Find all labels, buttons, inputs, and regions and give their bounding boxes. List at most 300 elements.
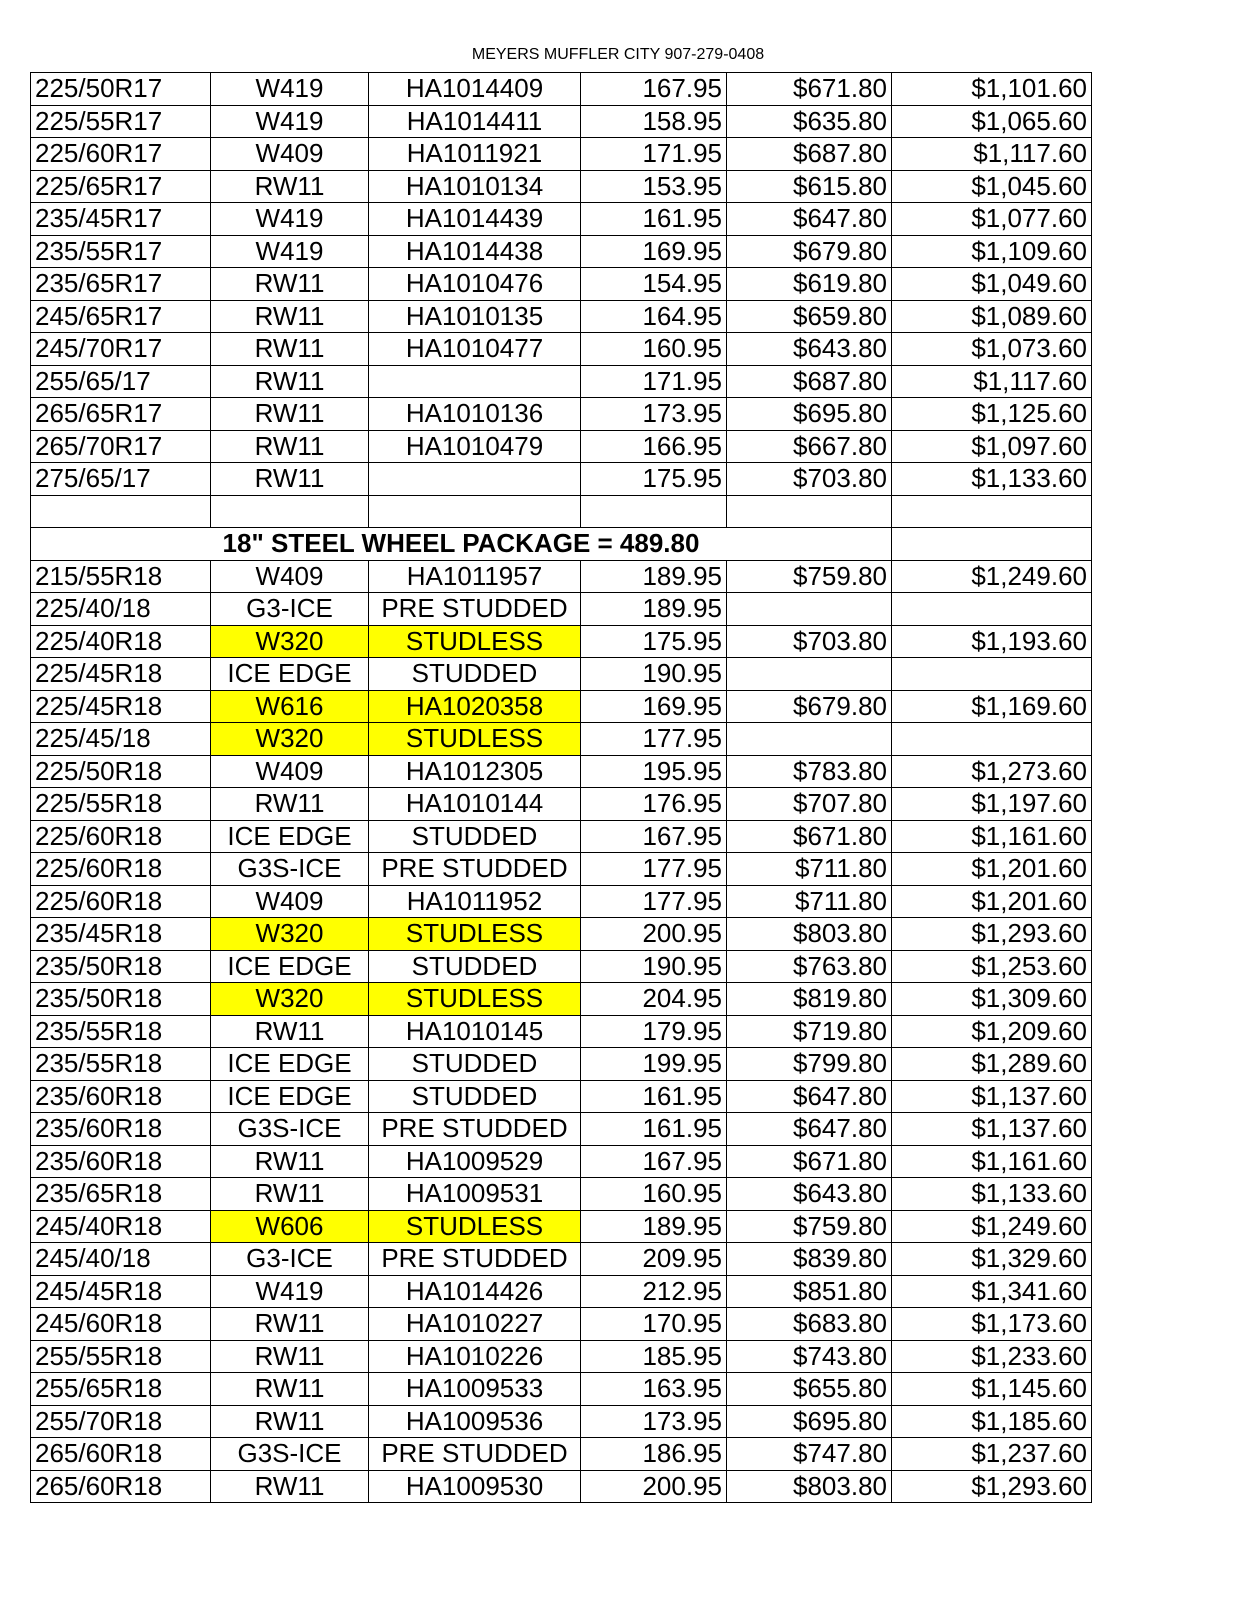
cell-model: G3S-ICE	[211, 1438, 369, 1471]
blank-row	[31, 495, 1092, 528]
cell-model: W320	[211, 983, 369, 1016]
cell-four: $671.80	[727, 820, 892, 853]
table-row	[31, 1048, 1092, 1081]
cell-four: $647.80	[727, 203, 892, 236]
table-row	[31, 430, 1092, 463]
cell-model: RW11	[211, 1308, 369, 1341]
cell-pkg: $1,293.60	[892, 1470, 1092, 1503]
cell-four: $851.80	[727, 1275, 892, 1308]
cell-size: 225/55R18	[31, 788, 211, 821]
cell-part: HA1011952	[369, 885, 581, 918]
cell-size: 255/65R18	[31, 1373, 211, 1406]
cell-size: 225/60R18	[31, 853, 211, 886]
cell-size: 255/65/17	[31, 365, 211, 398]
cell-size: 225/45R18	[31, 690, 211, 723]
cell-part: HA1010145	[369, 1015, 581, 1048]
cell-model: W409	[211, 885, 369, 918]
table-row	[31, 365, 1092, 398]
cell-part: HA1012305	[369, 755, 581, 788]
table-row	[31, 560, 1092, 593]
cell-four	[727, 658, 892, 691]
cell-part: PRE STUDDED	[369, 1113, 581, 1146]
table-row	[31, 788, 1092, 821]
cell-price: 167.95	[581, 1145, 727, 1178]
cell-four: $747.80	[727, 1438, 892, 1471]
cell-part: STUDLESS	[369, 723, 581, 756]
cell-four	[727, 723, 892, 756]
cell-model: RW11	[211, 430, 369, 463]
cell-four: $783.80	[727, 755, 892, 788]
cell-price: 161.95	[581, 1113, 727, 1146]
table-row	[31, 398, 1092, 431]
cell-model: W320	[211, 723, 369, 756]
cell-size: 235/45R18	[31, 918, 211, 951]
cell-price: 163.95	[581, 1373, 727, 1406]
cell-four: $647.80	[727, 1080, 892, 1113]
cell-four: $759.80	[727, 560, 892, 593]
blank-cell	[581, 495, 727, 528]
cell-price: 175.95	[581, 625, 727, 658]
cell-four: $687.80	[727, 365, 892, 398]
cell-price: 171.95	[581, 365, 727, 398]
cell-part: HA1014426	[369, 1275, 581, 1308]
cell-four: $839.80	[727, 1243, 892, 1276]
cell-pkg: $1,137.60	[892, 1113, 1092, 1146]
cell-part: STUDLESS	[369, 983, 581, 1016]
cell-size: 245/70R17	[31, 333, 211, 366]
cell-price: 169.95	[581, 690, 727, 723]
cell-price: 167.95	[581, 820, 727, 853]
table-row	[31, 1340, 1092, 1373]
cell-pkg: $1,293.60	[892, 918, 1092, 951]
cell-model: RW11	[211, 788, 369, 821]
cell-part: HA1010477	[369, 333, 581, 366]
blank-cell	[31, 495, 211, 528]
cell-part: PRE STUDDED	[369, 1243, 581, 1276]
cell-price: 189.95	[581, 1210, 727, 1243]
cell-model: ICE EDGE	[211, 820, 369, 853]
cell-part: HA1014438	[369, 235, 581, 268]
cell-pkg: $1,137.60	[892, 1080, 1092, 1113]
cell-four: $695.80	[727, 1405, 892, 1438]
table-row	[31, 1080, 1092, 1113]
cell-pkg: $1,249.60	[892, 560, 1092, 593]
cell-four: $635.80	[727, 105, 892, 138]
table-row	[31, 1308, 1092, 1341]
cell-pkg: $1,201.60	[892, 885, 1092, 918]
cell-model: W409	[211, 560, 369, 593]
cell-model: RW11	[211, 170, 369, 203]
cell-pkg	[892, 593, 1092, 626]
cell-four: $703.80	[727, 463, 892, 496]
cell-model: W419	[211, 1275, 369, 1308]
blank-cell	[211, 495, 369, 528]
cell-size: 265/70R17	[31, 430, 211, 463]
cell-model: W409	[211, 755, 369, 788]
cell-size: 235/55R17	[31, 235, 211, 268]
cell-four: $659.80	[727, 300, 892, 333]
cell-price: 190.95	[581, 950, 727, 983]
cell-pkg: $1,249.60	[892, 1210, 1092, 1243]
cell-pkg: $1,341.60	[892, 1275, 1092, 1308]
cell-model: G3-ICE	[211, 593, 369, 626]
cell-size: 265/65R17	[31, 398, 211, 431]
cell-pkg: $1,233.60	[892, 1340, 1092, 1373]
cell-four: $703.80	[727, 625, 892, 658]
cell-pkg: $1,133.60	[892, 1178, 1092, 1211]
cell-size: 235/60R18	[31, 1080, 211, 1113]
cell-part: HA1010479	[369, 430, 581, 463]
blank-cell	[727, 495, 892, 528]
cell-price: 189.95	[581, 560, 727, 593]
cell-four: $679.80	[727, 690, 892, 723]
cell-model: W419	[211, 203, 369, 236]
cell-model: W419	[211, 73, 369, 106]
cell-part: STUDDED	[369, 950, 581, 983]
cell-part: STUDLESS	[369, 625, 581, 658]
cell-price: 173.95	[581, 398, 727, 431]
cell-pkg: $1,253.60	[892, 950, 1092, 983]
cell-size: 235/50R18	[31, 983, 211, 1016]
blank-cell	[892, 528, 1092, 561]
cell-model: RW11	[211, 300, 369, 333]
cell-size: 225/40R18	[31, 625, 211, 658]
cell-size: 235/55R18	[31, 1048, 211, 1081]
cell-four: $799.80	[727, 1048, 892, 1081]
cell-size: 215/55R18	[31, 560, 211, 593]
table-row	[31, 885, 1092, 918]
cell-price: 160.95	[581, 333, 727, 366]
cell-pkg: $1,109.60	[892, 235, 1092, 268]
cell-size: 225/60R17	[31, 138, 211, 171]
cell-pkg	[892, 658, 1092, 691]
cell-price: 171.95	[581, 138, 727, 171]
cell-model: RW11	[211, 365, 369, 398]
cell-price: 176.95	[581, 788, 727, 821]
cell-part: STUDDED	[369, 1080, 581, 1113]
table-row	[31, 170, 1092, 203]
cell-price: 200.95	[581, 918, 727, 951]
cell-model: RW11	[211, 1405, 369, 1438]
cell-size: 225/45/18	[31, 723, 211, 756]
cell-model: ICE EDGE	[211, 1080, 369, 1113]
cell-four: $671.80	[727, 73, 892, 106]
table-row	[31, 1178, 1092, 1211]
cell-pkg: $1,273.60	[892, 755, 1092, 788]
table-row	[31, 1405, 1092, 1438]
table-row	[31, 950, 1092, 983]
table-row	[31, 1210, 1092, 1243]
cell-four: $643.80	[727, 333, 892, 366]
cell-price: 164.95	[581, 300, 727, 333]
cell-model: ICE EDGE	[211, 1048, 369, 1081]
cell-pkg: $1,169.60	[892, 690, 1092, 723]
table-row	[31, 1113, 1092, 1146]
cell-price: 170.95	[581, 1308, 727, 1341]
table-row	[31, 138, 1092, 171]
cell-price: 199.95	[581, 1048, 727, 1081]
cell-part	[369, 463, 581, 496]
cell-pkg: $1,045.60	[892, 170, 1092, 203]
cell-size: 225/60R18	[31, 885, 211, 918]
cell-part: HA1014411	[369, 105, 581, 138]
cell-part: STUDDED	[369, 658, 581, 691]
cell-price: 186.95	[581, 1438, 727, 1471]
table-row	[31, 463, 1092, 496]
section-row	[31, 528, 1092, 561]
cell-pkg: $1,049.60	[892, 268, 1092, 301]
cell-size: 255/55R18	[31, 1340, 211, 1373]
cell-four: $763.80	[727, 950, 892, 983]
cell-pkg: $1,237.60	[892, 1438, 1092, 1471]
table-row	[31, 593, 1092, 626]
cell-size: 225/55R17	[31, 105, 211, 138]
cell-price: 195.95	[581, 755, 727, 788]
cell-price: 177.95	[581, 723, 727, 756]
cell-pkg: $1,073.60	[892, 333, 1092, 366]
cell-price: 158.95	[581, 105, 727, 138]
cell-pkg: $1,117.60	[892, 138, 1092, 171]
blank-cell	[892, 495, 1092, 528]
cell-price: 169.95	[581, 235, 727, 268]
table-row	[31, 268, 1092, 301]
cell-model: W320	[211, 918, 369, 951]
cell-part: HA1009530	[369, 1470, 581, 1503]
cell-part: HA1010136	[369, 398, 581, 431]
cell-model: G3S-ICE	[211, 853, 369, 886]
cell-part: HA1014439	[369, 203, 581, 236]
cell-four: $711.80	[727, 885, 892, 918]
cell-pkg: $1,161.60	[892, 1145, 1092, 1178]
cell-pkg: $1,185.60	[892, 1405, 1092, 1438]
cell-price: 154.95	[581, 268, 727, 301]
cell-four: $647.80	[727, 1113, 892, 1146]
cell-model: RW11	[211, 398, 369, 431]
cell-pkg: $1,173.60	[892, 1308, 1092, 1341]
cell-four: $615.80	[727, 170, 892, 203]
cell-model: ICE EDGE	[211, 658, 369, 691]
cell-part: HA1009533	[369, 1373, 581, 1406]
cell-size: 225/60R18	[31, 820, 211, 853]
cell-price: 209.95	[581, 1243, 727, 1276]
cell-price: 177.95	[581, 885, 727, 918]
cell-size: 225/40/18	[31, 593, 211, 626]
cell-pkg: $1,117.60	[892, 365, 1092, 398]
cell-part: HA1010134	[369, 170, 581, 203]
cell-size: 245/65R17	[31, 300, 211, 333]
cell-four: $743.80	[727, 1340, 892, 1373]
cell-price: 177.95	[581, 853, 727, 886]
cell-part: HA1009531	[369, 1178, 581, 1211]
cell-pkg: $1,145.60	[892, 1373, 1092, 1406]
cell-model: W606	[211, 1210, 369, 1243]
cell-size: 235/45R17	[31, 203, 211, 236]
cell-model: W320	[211, 625, 369, 658]
cell-four: $695.80	[727, 398, 892, 431]
cell-size: 235/50R18	[31, 950, 211, 983]
cell-price: 185.95	[581, 1340, 727, 1373]
blank-cell	[369, 495, 581, 528]
cell-four: $643.80	[727, 1178, 892, 1211]
cell-part	[369, 365, 581, 398]
table-row	[31, 235, 1092, 268]
table-row	[31, 983, 1092, 1016]
cell-size: 265/60R18	[31, 1470, 211, 1503]
cell-model: RW11	[211, 463, 369, 496]
cell-model: ICE EDGE	[211, 950, 369, 983]
cell-model: W616	[211, 690, 369, 723]
cell-part: HA1014409	[369, 73, 581, 106]
table-row	[31, 1470, 1092, 1503]
cell-pkg: $1,193.60	[892, 625, 1092, 658]
cell-part: PRE STUDDED	[369, 1438, 581, 1471]
cell-pkg: $1,309.60	[892, 983, 1092, 1016]
cell-size: 225/50R17	[31, 73, 211, 106]
table-row	[31, 1373, 1092, 1406]
table-row	[31, 658, 1092, 691]
cell-part: HA1011921	[369, 138, 581, 171]
cell-pkg: $1,125.60	[892, 398, 1092, 431]
cell-part: HA1020358	[369, 690, 581, 723]
cell-model: RW11	[211, 333, 369, 366]
table-row	[31, 1243, 1092, 1276]
cell-pkg: $1,065.60	[892, 105, 1092, 138]
table-row	[31, 1275, 1092, 1308]
cell-model: RW11	[211, 268, 369, 301]
cell-pkg: $1,077.60	[892, 203, 1092, 236]
cell-price: 161.95	[581, 1080, 727, 1113]
cell-four: $803.80	[727, 918, 892, 951]
cell-model: RW11	[211, 1178, 369, 1211]
cell-four	[727, 593, 892, 626]
cell-price: 175.95	[581, 463, 727, 496]
cell-pkg: $1,133.60	[892, 463, 1092, 496]
cell-part: STUDLESS	[369, 1210, 581, 1243]
cell-pkg: $1,197.60	[892, 788, 1092, 821]
cell-size: 245/40/18	[31, 1243, 211, 1276]
cell-model: W419	[211, 105, 369, 138]
cell-size: 235/65R18	[31, 1178, 211, 1211]
cell-part: STUDLESS	[369, 918, 581, 951]
cell-four: $671.80	[727, 1145, 892, 1178]
cell-pkg: $1,161.60	[892, 820, 1092, 853]
cell-pkg: $1,201.60	[892, 853, 1092, 886]
cell-part: STUDDED	[369, 820, 581, 853]
cell-size: 265/60R18	[31, 1438, 211, 1471]
cell-price: 189.95	[581, 593, 727, 626]
table-row	[31, 625, 1092, 658]
cell-model: G3-ICE	[211, 1243, 369, 1276]
cell-pkg: $1,089.60	[892, 300, 1092, 333]
cell-size: 225/50R18	[31, 755, 211, 788]
cell-four: $683.80	[727, 1308, 892, 1341]
table-row	[31, 105, 1092, 138]
cell-four: $667.80	[727, 430, 892, 463]
cell-model: G3S-ICE	[211, 1113, 369, 1146]
cell-four: $679.80	[727, 235, 892, 268]
cell-four: $803.80	[727, 1470, 892, 1503]
cell-part: PRE STUDDED	[369, 853, 581, 886]
cell-model: W409	[211, 138, 369, 171]
cell-pkg	[892, 723, 1092, 756]
cell-pkg: $1,289.60	[892, 1048, 1092, 1081]
cell-size: 245/60R18	[31, 1308, 211, 1341]
cell-size: 245/40R18	[31, 1210, 211, 1243]
cell-four: $655.80	[727, 1373, 892, 1406]
cell-size: 225/45R18	[31, 658, 211, 691]
cell-part: HA1010144	[369, 788, 581, 821]
cell-price: 212.95	[581, 1275, 727, 1308]
table-row	[31, 723, 1092, 756]
cell-four: $759.80	[727, 1210, 892, 1243]
table-row	[31, 203, 1092, 236]
cell-part: PRE STUDDED	[369, 593, 581, 626]
table-row	[31, 755, 1092, 788]
cell-model: RW11	[211, 1470, 369, 1503]
tire-price-table	[30, 72, 1092, 1503]
table-row	[31, 820, 1092, 853]
cell-model: RW11	[211, 1340, 369, 1373]
cell-price: 200.95	[581, 1470, 727, 1503]
cell-size: 235/60R18	[31, 1113, 211, 1146]
table-row	[31, 1145, 1092, 1178]
cell-part: HA1010226	[369, 1340, 581, 1373]
page-header: MEYERS MUFFLER CITY 907-279-0408	[471, 46, 765, 63]
cell-pkg: $1,101.60	[892, 73, 1092, 106]
cell-price: 173.95	[581, 1405, 727, 1438]
cell-size: 225/65R17	[31, 170, 211, 203]
cell-pkg: $1,329.60	[892, 1243, 1092, 1276]
cell-price: 190.95	[581, 658, 727, 691]
cell-part: STUDDED	[369, 1048, 581, 1081]
cell-size: 235/65R17	[31, 268, 211, 301]
cell-model: RW11	[211, 1015, 369, 1048]
cell-four: $719.80	[727, 1015, 892, 1048]
cell-price: 204.95	[581, 983, 727, 1016]
cell-size: 255/70R18	[31, 1405, 211, 1438]
table-row	[31, 73, 1092, 106]
section-title: 18" STEEL WHEEL PACKAGE = 489.80	[31, 528, 892, 561]
cell-price: 160.95	[581, 1178, 727, 1211]
table-row	[31, 853, 1092, 886]
table-row	[31, 918, 1092, 951]
table-row	[31, 333, 1092, 366]
table-row	[31, 690, 1092, 723]
table-row	[31, 1438, 1092, 1471]
cell-size: 275/65/17	[31, 463, 211, 496]
cell-price: 167.95	[581, 73, 727, 106]
cell-model: W419	[211, 235, 369, 268]
cell-part: HA1009529	[369, 1145, 581, 1178]
cell-part: HA1009536	[369, 1405, 581, 1438]
cell-price: 179.95	[581, 1015, 727, 1048]
cell-part: HA1010135	[369, 300, 581, 333]
cell-model: RW11	[211, 1145, 369, 1178]
cell-four: $707.80	[727, 788, 892, 821]
cell-pkg: $1,097.60	[892, 430, 1092, 463]
cell-price: 166.95	[581, 430, 727, 463]
table-row	[31, 300, 1092, 333]
cell-part: HA1011957	[369, 560, 581, 593]
cell-four: $711.80	[727, 853, 892, 886]
table-row	[31, 1015, 1092, 1048]
cell-part: HA1010227	[369, 1308, 581, 1341]
cell-price: 161.95	[581, 203, 727, 236]
cell-part: HA1010476	[369, 268, 581, 301]
cell-four: $819.80	[727, 983, 892, 1016]
cell-pkg: $1,209.60	[892, 1015, 1092, 1048]
cell-model: RW11	[211, 1373, 369, 1406]
